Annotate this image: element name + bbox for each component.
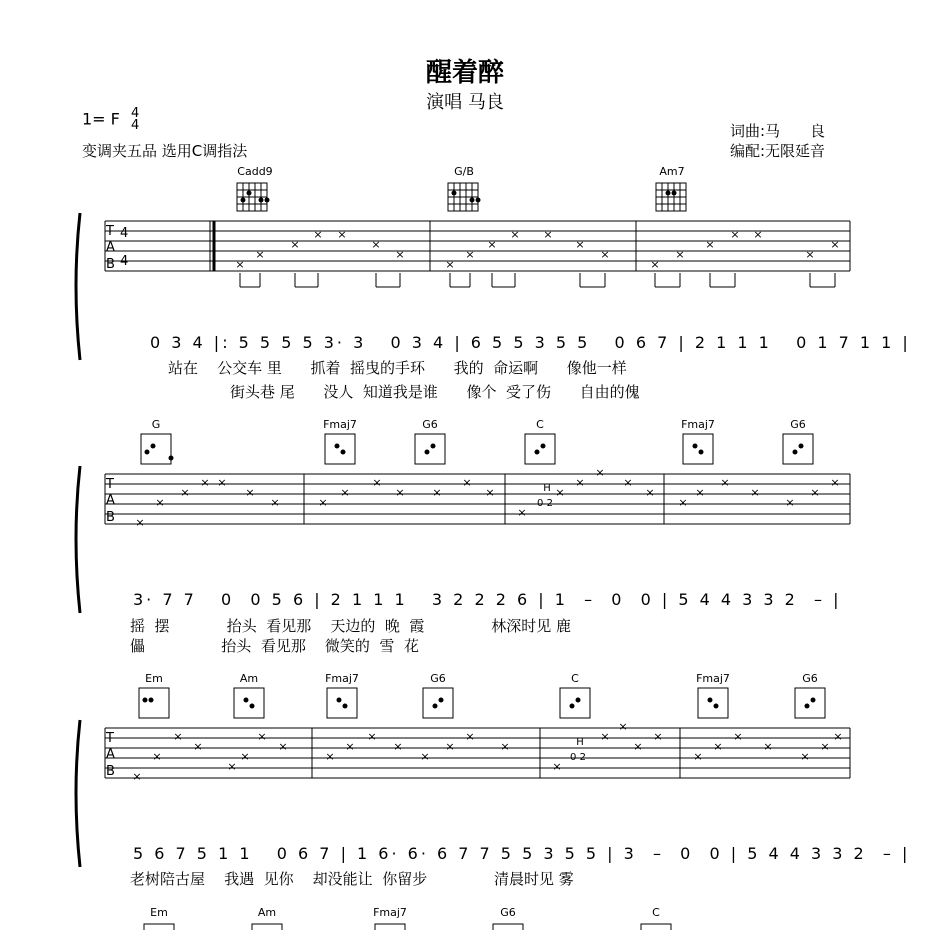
chord-name: Am7 bbox=[659, 165, 685, 178]
svg-text:×: × bbox=[393, 740, 403, 753]
svg-text:×: × bbox=[575, 476, 585, 489]
chord-diagram bbox=[448, 183, 481, 211]
svg-text:B: B bbox=[106, 510, 115, 525]
svg-text:×: × bbox=[152, 750, 162, 763]
svg-text:H: H bbox=[543, 483, 551, 494]
svg-text:0 2: 0 2 bbox=[570, 752, 586, 763]
svg-text:×: × bbox=[833, 730, 843, 743]
chord-name: G6 bbox=[500, 906, 516, 919]
tab-letter: A bbox=[106, 240, 115, 255]
svg-text:×: × bbox=[695, 486, 705, 499]
svg-text:×: × bbox=[675, 248, 685, 261]
svg-text:×: × bbox=[290, 238, 300, 251]
svg-text:×: × bbox=[367, 730, 377, 743]
svg-text:×: × bbox=[462, 476, 472, 489]
svg-text:×: × bbox=[785, 496, 795, 509]
jianpu-line: 0 3 4 |: 5 5 5 5 3· 3 0 3 4 | 6 5 5 3 5 5 0 6 7 | 2 1 1 1 0 1 7 1 1 | bbox=[150, 333, 911, 352]
chord-name: G6 bbox=[790, 418, 806, 431]
svg-text:×: × bbox=[517, 506, 527, 519]
key-label: 1= F bbox=[82, 109, 120, 129]
svg-text:×: × bbox=[623, 476, 633, 489]
svg-text:4: 4 bbox=[120, 226, 129, 241]
lyric-line-1: 老树陪古屋 我遇 见你 却没能让 你留步 清晨时见 雾 bbox=[130, 870, 574, 888]
chord-name: Fmaj7 bbox=[696, 672, 730, 685]
system-1 bbox=[0, 165, 930, 385]
svg-text:×: × bbox=[753, 228, 763, 241]
time-top: 4 bbox=[130, 106, 140, 121]
svg-text:×: × bbox=[720, 476, 730, 489]
svg-text:×: × bbox=[595, 466, 605, 479]
svg-text:×: × bbox=[830, 476, 840, 489]
chord-diagram-row bbox=[0, 920, 930, 930]
arranger-credit: 编配:无限延音 bbox=[730, 142, 826, 160]
chord-diagram bbox=[237, 183, 270, 211]
svg-text:×: × bbox=[713, 740, 723, 753]
svg-text:T: T bbox=[106, 477, 114, 492]
svg-text:×: × bbox=[132, 770, 142, 783]
svg-text:×: × bbox=[678, 496, 688, 509]
svg-text:×: × bbox=[800, 750, 810, 763]
svg-text:×: × bbox=[325, 750, 335, 763]
chord-name: C bbox=[536, 418, 544, 431]
svg-text:×: × bbox=[693, 750, 703, 763]
capo-note: 变调夹五品 选用C调指法 bbox=[82, 142, 248, 160]
lyric-line-2: 儡 抬头 看见那 微笑的 雪 花 bbox=[130, 637, 419, 655]
svg-text:×: × bbox=[445, 740, 455, 753]
chord-name: Fmaj7 bbox=[373, 906, 407, 919]
lyric-line-1: 站在 公交车 里 抓着 摇曳的手环 我的 命运啊 像他一样 bbox=[168, 359, 627, 377]
svg-text:×: × bbox=[372, 476, 382, 489]
svg-text:×: × bbox=[318, 496, 328, 509]
svg-text:×: × bbox=[810, 486, 820, 499]
chord-name: Am bbox=[257, 906, 277, 919]
svg-text:×: × bbox=[135, 516, 145, 529]
svg-text:×: × bbox=[395, 248, 405, 261]
svg-text:×: × bbox=[485, 486, 495, 499]
lyricist-credit: 词曲:马 良 bbox=[730, 122, 826, 140]
svg-text:×: × bbox=[345, 740, 355, 753]
svg-text:H: H bbox=[576, 737, 584, 748]
svg-text:×: × bbox=[340, 486, 350, 499]
chord-name: C bbox=[571, 672, 579, 685]
song-title: 醒着醉 bbox=[425, 58, 504, 88]
svg-text:×: × bbox=[465, 248, 475, 261]
svg-text:×: × bbox=[395, 486, 405, 499]
svg-text:×: × bbox=[217, 476, 227, 489]
svg-text:×: × bbox=[337, 228, 347, 241]
svg-text:×: × bbox=[245, 486, 255, 499]
jianpu-line: 5 6 7 5 1 1 0 6 7 | 1 6· 6· 6 7 7 5 5 3 5 5 | 3 – 0 0 | 5 4 4 3 3 2 – | bbox=[133, 844, 911, 863]
svg-text:×: × bbox=[600, 248, 610, 261]
svg-text:×: × bbox=[645, 486, 655, 499]
jianpu-line: 3· 7 7 0 0 5 6 | 2 1 1 1 3 2 2 2 6 | 1 – 0 0 | 5 4 4 3 3 2 – | bbox=[133, 590, 842, 609]
svg-text:×: × bbox=[805, 248, 815, 261]
svg-text:×: × bbox=[180, 486, 190, 499]
chord-name: Cadd9 bbox=[237, 165, 273, 178]
chord-name: G bbox=[151, 418, 161, 431]
svg-text:×: × bbox=[543, 228, 553, 241]
chord-name: G6 bbox=[430, 672, 446, 685]
svg-text:×: × bbox=[510, 228, 520, 241]
svg-text:×: × bbox=[552, 760, 562, 773]
chord-name: Fmaj7 bbox=[681, 418, 715, 431]
svg-text:×: × bbox=[255, 248, 265, 261]
svg-text:T: T bbox=[106, 731, 114, 746]
svg-text:×: × bbox=[650, 258, 660, 271]
key-signature bbox=[82, 108, 139, 132]
svg-text:A: A bbox=[106, 747, 115, 762]
svg-text:×: × bbox=[432, 486, 442, 499]
svg-text:0 2: 0 2 bbox=[537, 498, 553, 509]
lyric-line-1: 摇 摆 抬头 看见那 天边的 晚 霞 林深时见 鹿 bbox=[130, 617, 571, 635]
svg-text:×: × bbox=[830, 238, 840, 251]
lyric-line-2: 街头巷 尾 没人 知道我是谁 像个 受了伤 自由的傀 bbox=[230, 383, 640, 401]
system-3 bbox=[0, 672, 930, 892]
svg-text:×: × bbox=[618, 720, 628, 733]
svg-text:×: × bbox=[555, 486, 565, 499]
svg-text:×: × bbox=[465, 730, 475, 743]
chord-name: Em bbox=[145, 672, 163, 685]
tab-letter: B bbox=[106, 257, 115, 272]
svg-text:×: × bbox=[193, 740, 203, 753]
svg-text:×: × bbox=[487, 238, 497, 251]
svg-text:×: × bbox=[227, 760, 237, 773]
tab-staff bbox=[0, 165, 930, 385]
system-2 bbox=[0, 418, 930, 658]
chord-name: Em bbox=[150, 906, 168, 919]
time-bottom: 4 bbox=[130, 118, 140, 133]
svg-text:×: × bbox=[240, 750, 250, 763]
svg-text:×: × bbox=[313, 228, 323, 241]
tab-letter: T bbox=[106, 224, 114, 239]
svg-text:×: × bbox=[500, 740, 510, 753]
svg-text:×: × bbox=[733, 730, 743, 743]
svg-text:×: × bbox=[371, 238, 381, 251]
svg-text:×: × bbox=[420, 750, 430, 763]
svg-text:×: × bbox=[575, 238, 585, 251]
time-signature bbox=[131, 108, 139, 132]
svg-text:4: 4 bbox=[120, 254, 129, 269]
svg-text:×: × bbox=[445, 258, 455, 271]
svg-text:×: × bbox=[633, 740, 643, 753]
chord-name: G/B bbox=[454, 165, 474, 178]
svg-text:×: × bbox=[235, 258, 245, 271]
chord-name: Am bbox=[239, 672, 259, 685]
svg-text:A: A bbox=[106, 493, 115, 508]
svg-text:×: × bbox=[763, 740, 773, 753]
svg-text:×: × bbox=[820, 740, 830, 753]
chord-name: G6 bbox=[802, 672, 818, 685]
svg-text:×: × bbox=[278, 740, 288, 753]
svg-text:×: × bbox=[705, 238, 715, 251]
chord-name: Fmaj7 bbox=[325, 672, 359, 685]
svg-text:×: × bbox=[750, 486, 760, 499]
svg-text:×: × bbox=[653, 730, 663, 743]
svg-text:×: × bbox=[600, 730, 610, 743]
chord-name: Fmaj7 bbox=[323, 418, 357, 431]
svg-text:×: × bbox=[155, 496, 165, 509]
chord-name: G6 bbox=[422, 418, 438, 431]
song-subtitle: 演唱 马良 bbox=[426, 92, 504, 113]
svg-text:×: × bbox=[257, 730, 267, 743]
chord-name: C bbox=[652, 906, 660, 919]
svg-text:×: × bbox=[200, 476, 210, 489]
svg-text:×: × bbox=[173, 730, 183, 743]
svg-text:×: × bbox=[730, 228, 740, 241]
system-4 bbox=[0, 906, 930, 930]
svg-text:×: × bbox=[270, 496, 280, 509]
svg-text:B: B bbox=[106, 764, 115, 779]
chord-diagram bbox=[656, 183, 686, 211]
